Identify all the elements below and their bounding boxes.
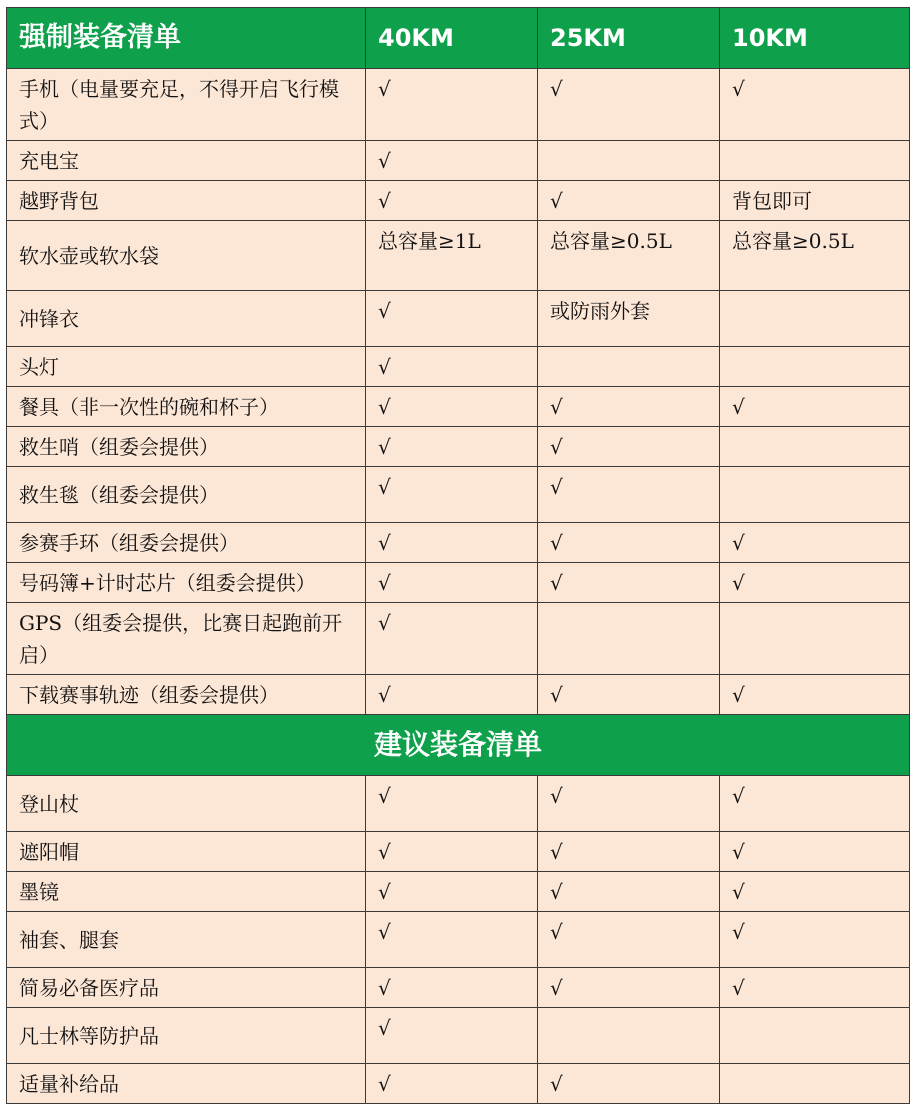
- item-name: 越野背包: [7, 181, 366, 221]
- cell-40km: √: [366, 291, 538, 347]
- column-header-25km: 25KM: [538, 8, 720, 69]
- cell-10km: √: [720, 968, 910, 1008]
- item-name: 救生哨（组委会提供）: [7, 427, 366, 467]
- item-name: 头灯: [7, 347, 366, 387]
- cell-40km: √: [366, 1008, 538, 1064]
- required-header-row: [7, 8, 910, 69]
- item-name: 袖套、腿套: [7, 912, 366, 968]
- cell-10km: 背包即可: [720, 181, 910, 221]
- cell-40km: √: [366, 563, 538, 603]
- cell-25km: √: [538, 387, 720, 427]
- item-name: 遮阳帽: [7, 832, 366, 872]
- cell-40km: √: [366, 69, 538, 141]
- table-row: [7, 832, 910, 872]
- table-row: [7, 776, 910, 832]
- item-name: 手机（电量要充足，不得开启飞行模式）: [7, 69, 366, 141]
- cell-10km: √: [720, 69, 910, 141]
- item-name: 下载赛事轨迹（组委会提供）: [7, 675, 366, 715]
- cell-10km: √: [720, 776, 910, 832]
- item-name: 救生毯（组委会提供）: [7, 467, 366, 523]
- table-row: [7, 181, 910, 221]
- cell-10km: [720, 603, 910, 675]
- cell-10km: 总容量≥0.5L: [720, 221, 910, 291]
- cell-25km: √: [538, 832, 720, 872]
- table-row: [7, 523, 910, 563]
- cell-10km: [720, 347, 910, 387]
- cell-40km: √: [366, 467, 538, 523]
- cell-10km: [720, 467, 910, 523]
- column-header-40km: 40KM: [366, 8, 538, 69]
- cell-40km: √: [366, 523, 538, 563]
- item-name: 简易必备医疗品: [7, 968, 366, 1008]
- cell-40km: 总容量≥1L: [366, 221, 538, 291]
- cell-40km: √: [366, 1064, 538, 1104]
- cell-25km: √: [538, 523, 720, 563]
- item-name: 充电宝: [7, 141, 366, 181]
- table-row: [7, 221, 910, 291]
- cell-25km: √: [538, 675, 720, 715]
- item-name: 号码簿+计时芯片（组委会提供）: [7, 563, 366, 603]
- cell-40km: √: [366, 347, 538, 387]
- table-row: [7, 69, 910, 141]
- cell-25km: √: [538, 912, 720, 968]
- cell-10km: √: [720, 523, 910, 563]
- cell-10km: [720, 141, 910, 181]
- table-row: [7, 912, 910, 968]
- table-row: [7, 347, 910, 387]
- cell-40km: √: [366, 968, 538, 1008]
- cell-25km: [538, 141, 720, 181]
- table-row: [7, 675, 910, 715]
- cell-40km: √: [366, 427, 538, 467]
- item-name: 凡士林等防护品: [7, 1008, 366, 1064]
- item-name: GPS（组委会提供，比赛日起跑前开启）: [7, 603, 366, 675]
- cell-25km: 总容量≥0.5L: [538, 221, 720, 291]
- cell-40km: √: [366, 912, 538, 968]
- cell-25km: √: [538, 968, 720, 1008]
- cell-25km: [538, 603, 720, 675]
- cell-10km: √: [720, 387, 910, 427]
- table-row: [7, 467, 910, 523]
- cell-25km: √: [538, 467, 720, 523]
- cell-10km: [720, 291, 910, 347]
- cell-10km: √: [720, 912, 910, 968]
- cell-40km: √: [366, 181, 538, 221]
- table-row: [7, 1064, 910, 1104]
- table-row: [7, 968, 910, 1008]
- item-name: 餐具（非一次性的碗和杯子）: [7, 387, 366, 427]
- item-name: 软水壶或软水袋: [7, 221, 366, 291]
- equipment-table: [6, 7, 910, 1104]
- cell-25km: √: [538, 563, 720, 603]
- item-name: 适量补给品: [7, 1064, 366, 1104]
- item-name: 冲锋衣: [7, 291, 366, 347]
- table-row: [7, 563, 910, 603]
- cell-40km: √: [366, 603, 538, 675]
- cell-40km: √: [366, 872, 538, 912]
- item-name: 登山杖: [7, 776, 366, 832]
- cell-40km: √: [366, 387, 538, 427]
- cell-25km: √: [538, 181, 720, 221]
- suggested-section-title: 建议装备清单: [7, 715, 910, 776]
- cell-25km: 或防雨外套: [538, 291, 720, 347]
- cell-25km: √: [538, 69, 720, 141]
- cell-25km: √: [538, 1064, 720, 1104]
- required-section-title: 强制装备清单: [7, 8, 366, 69]
- table-row: [7, 387, 910, 427]
- cell-25km: √: [538, 427, 720, 467]
- cell-25km: [538, 347, 720, 387]
- cell-10km: [720, 1008, 910, 1064]
- column-header-10km: 10KM: [720, 8, 910, 69]
- cell-40km: √: [366, 141, 538, 181]
- cell-10km: √: [720, 563, 910, 603]
- table-row: [7, 872, 910, 912]
- cell-40km: √: [366, 776, 538, 832]
- cell-25km: √: [538, 776, 720, 832]
- table-row: [7, 1008, 910, 1064]
- table-row: [7, 141, 910, 181]
- cell-40km: √: [366, 832, 538, 872]
- cell-40km: √: [366, 675, 538, 715]
- item-name: 参赛手环（组委会提供）: [7, 523, 366, 563]
- suggested-header-row: [7, 715, 910, 776]
- cell-10km: √: [720, 832, 910, 872]
- table-row: [7, 427, 910, 467]
- item-name: 墨镜: [7, 872, 366, 912]
- cell-25km: √: [538, 872, 720, 912]
- table-row: [7, 603, 910, 675]
- cell-10km: [720, 427, 910, 467]
- cell-25km: [538, 1008, 720, 1064]
- table-row: [7, 291, 910, 347]
- cell-10km: [720, 1064, 910, 1104]
- cell-10km: √: [720, 872, 910, 912]
- cell-10km: √: [720, 675, 910, 715]
